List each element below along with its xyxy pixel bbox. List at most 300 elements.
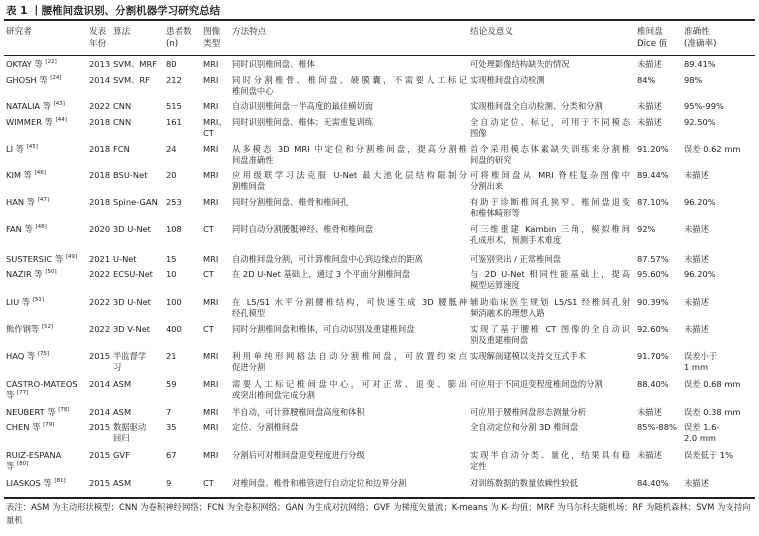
author-cell-line: CHEN 等 [79] bbox=[6, 422, 55, 432]
method-cell bbox=[232, 254, 423, 265]
method-cell bbox=[232, 144, 467, 166]
dice-cell bbox=[637, 117, 662, 128]
algorithm-cell-line: SVM、MRF bbox=[113, 59, 158, 69]
author-cell bbox=[6, 117, 67, 128]
method-cell-line: 同时识别椎间盘、椎体 bbox=[232, 59, 315, 69]
conclusion-cell-line: 全自动定位、标记，可用于不同模态 bbox=[470, 117, 630, 127]
author-cell bbox=[6, 59, 57, 70]
dice-cell-line: 92.60% bbox=[637, 324, 669, 334]
image-type-cell-line: MRI bbox=[203, 379, 219, 389]
conclusion-cell bbox=[470, 407, 586, 418]
patients-cell-line: 67 bbox=[166, 450, 177, 460]
accuracy-cell bbox=[684, 269, 716, 280]
patients-cell-line: 108 bbox=[166, 224, 182, 234]
year-cell-line: 2020 bbox=[89, 224, 111, 234]
patients-cell bbox=[166, 101, 182, 112]
patients-cell bbox=[166, 224, 182, 235]
year-cell-line: 2022 bbox=[89, 297, 111, 307]
header-dice-line2: Dice 值 bbox=[637, 39, 668, 49]
patients-cell-line: 20 bbox=[166, 170, 177, 180]
accuracy-cell bbox=[684, 144, 741, 155]
author-cell bbox=[6, 407, 70, 418]
reference-superscript: [81] bbox=[54, 478, 66, 485]
year-cell bbox=[89, 450, 110, 461]
patients-cell-line: 9 bbox=[166, 478, 172, 488]
algorithm-cell bbox=[113, 450, 130, 461]
conclusion-cell-line: 定性 bbox=[470, 461, 487, 471]
algorithm-cell bbox=[113, 254, 137, 265]
method-cell bbox=[232, 450, 365, 461]
conclusion-cell bbox=[470, 117, 630, 139]
author-cell bbox=[6, 197, 49, 208]
dice-cell-line: 未描述 bbox=[637, 407, 662, 417]
year-cell bbox=[89, 197, 110, 208]
conclusion-cell-line: 实现椎间盘全自动检测、分类和分割 bbox=[470, 101, 603, 111]
image-type-cell-line: MRI bbox=[203, 297, 219, 307]
accuracy-cell-line: 未描述 bbox=[684, 324, 709, 334]
conclusion-cell-line: 可应用于不同退变程度椎间盘的分割 bbox=[470, 379, 603, 389]
algorithm-cell-line: 3D V-Net bbox=[113, 324, 151, 334]
image-type-cell bbox=[203, 75, 218, 86]
method-cell-line: 椎间盘中心 bbox=[232, 86, 274, 96]
reference-superscript: [48] bbox=[35, 224, 47, 231]
algorithm-cell bbox=[113, 297, 151, 308]
author-cell bbox=[6, 170, 46, 181]
accuracy-cell-line: 未描述 bbox=[684, 224, 709, 234]
dice-cell bbox=[637, 324, 669, 335]
year-cell-line: 2022 bbox=[89, 101, 111, 111]
patients-cell-line: 10 bbox=[166, 269, 177, 279]
image-type-cell-line: MRI bbox=[203, 59, 219, 69]
conclusion-cell bbox=[470, 379, 603, 390]
algorithm-cell bbox=[113, 197, 158, 208]
method-cell-line: 从多模态 3D MRI 中定位和分割椎间盘，提高分割椎 bbox=[232, 144, 467, 154]
dice-cell bbox=[637, 197, 669, 208]
image-type-cell-line: MRI bbox=[203, 351, 219, 361]
patients-cell-line: 59 bbox=[166, 379, 177, 389]
patients-cell-line: 253 bbox=[166, 197, 182, 207]
accuracy-cell-line: 误差小于 bbox=[684, 351, 718, 361]
year-cell bbox=[89, 422, 110, 433]
image-type-cell bbox=[203, 144, 218, 155]
header-year-line2: 年份 bbox=[89, 39, 107, 49]
image-type-cell-line: MRI bbox=[203, 75, 219, 85]
dice-cell bbox=[637, 297, 669, 308]
year-cell bbox=[89, 297, 110, 308]
accuracy-cell bbox=[684, 117, 716, 128]
patients-cell bbox=[166, 117, 182, 128]
year-cell-line: 2015 bbox=[89, 422, 111, 432]
reference-superscript: [49] bbox=[65, 254, 78, 261]
accuracy-cell-line: 未描述 bbox=[684, 297, 709, 307]
accuracy-cell bbox=[684, 170, 709, 181]
patients-cell bbox=[166, 324, 182, 335]
algorithm-cell-line: GVF bbox=[113, 450, 130, 460]
method-cell bbox=[232, 75, 467, 97]
image-type-cell-line: CT bbox=[203, 269, 214, 279]
method-cell-line: 或突出椎间盘完成分割 bbox=[232, 390, 315, 400]
conclusion-cell-line: 间盘的研究 bbox=[470, 155, 512, 165]
reference-superscript: [51] bbox=[32, 297, 45, 304]
patients-cell bbox=[166, 351, 177, 362]
conclusion-cell bbox=[470, 75, 545, 86]
image-type-cell-line: MRI bbox=[203, 101, 219, 111]
accuracy-cell-line: 96.20% bbox=[684, 269, 716, 279]
patients-cell bbox=[166, 407, 171, 418]
conclusion-cell bbox=[470, 59, 570, 70]
image-type-cell-line: MRI bbox=[203, 422, 219, 432]
algorithm-cell bbox=[113, 324, 150, 335]
conclusion-cell bbox=[470, 351, 586, 362]
algorithm-cell bbox=[113, 117, 131, 128]
dice-cell bbox=[637, 379, 669, 390]
method-cell-line: 同时分割椎间盘、椎骨和椎间孔 bbox=[232, 197, 349, 207]
image-type-cell-line: MRI bbox=[203, 254, 219, 264]
accuracy-cell-line: 1 mm bbox=[684, 362, 709, 372]
conclusion-cell bbox=[470, 269, 630, 291]
patients-cell-line: 21 bbox=[166, 351, 177, 361]
year-cell-line: 2015 bbox=[89, 450, 111, 460]
patients-cell bbox=[166, 75, 182, 86]
author-cell bbox=[6, 351, 49, 362]
conclusion-cell-line: 有助于诊断椎间孔狭窄、椎间盘退变 bbox=[470, 197, 630, 207]
image-type-cell bbox=[203, 478, 214, 489]
accuracy-cell-line: 误差 1.6- bbox=[684, 422, 720, 432]
conclusion-cell bbox=[470, 170, 630, 192]
patients-cell-line: 15 bbox=[166, 254, 177, 264]
patients-cell bbox=[166, 59, 177, 70]
accuracy-cell-line: 误差 0.62 mm bbox=[684, 144, 741, 154]
author-cell-line: LIU 等 [51] bbox=[6, 297, 45, 307]
accuracy-cell bbox=[684, 59, 716, 70]
image-type-cell bbox=[203, 450, 218, 461]
image-type-cell bbox=[203, 269, 214, 280]
year-cell bbox=[89, 75, 110, 86]
patients-cell-line: 515 bbox=[166, 101, 182, 111]
reference-superscript: [44] bbox=[55, 117, 67, 124]
dice-cell-line: 91.20% bbox=[637, 144, 669, 154]
image-type-cell-line: CT bbox=[203, 324, 214, 334]
accuracy-cell bbox=[684, 254, 709, 265]
algorithm-cell-line: Spine-GAN bbox=[113, 197, 158, 207]
reference-superscript: [75] bbox=[37, 351, 50, 358]
year-cell-line: 2014 bbox=[89, 75, 111, 85]
dice-cell bbox=[637, 422, 677, 433]
image-type-cell-line: MRI bbox=[203, 144, 219, 154]
image-type-cell bbox=[203, 101, 218, 112]
patients-cell bbox=[166, 254, 177, 265]
conclusion-cell-line: 全自动定位和分割 3D 椎间盘 bbox=[470, 422, 579, 432]
year-cell-line: 2018 bbox=[89, 197, 111, 207]
year-cell bbox=[89, 224, 110, 235]
year-cell bbox=[89, 269, 110, 280]
dice-cell bbox=[637, 101, 662, 112]
accuracy-cell bbox=[684, 407, 741, 418]
image-type-cell-line: MRI、 bbox=[203, 117, 227, 127]
algorithm-cell bbox=[113, 224, 151, 235]
conclusion-cell-line: 频消融术的理想入路 bbox=[470, 308, 545, 318]
algorithm-cell bbox=[113, 478, 131, 489]
algorithm-cell-line: 回归 bbox=[113, 433, 130, 443]
reference-superscript: [24] bbox=[50, 75, 62, 82]
conclusion-cell-line: 对训练数据的数量依赖性较低 bbox=[470, 478, 578, 488]
year-cell bbox=[89, 324, 110, 335]
method-cell bbox=[232, 197, 348, 208]
method-cell-line: 同时分割椎间盘和椎体，可自动识别及重建椎间盘 bbox=[232, 324, 415, 334]
year-cell-line: 2015 bbox=[89, 351, 111, 361]
image-type-cell bbox=[203, 254, 218, 265]
image-type-cell-line: MRI bbox=[203, 407, 219, 417]
dice-cell-line: 92% bbox=[637, 224, 656, 234]
method-cell bbox=[232, 478, 406, 489]
method-cell-line: 应用级联学习法克服 U-Net 最大池化层结构限制分 bbox=[232, 170, 467, 180]
accuracy-cell bbox=[684, 450, 733, 461]
image-type-cell bbox=[203, 297, 218, 308]
header-patients-line1: 患者数 bbox=[166, 27, 192, 37]
accuracy-cell bbox=[684, 297, 709, 308]
patients-cell bbox=[166, 450, 177, 461]
dice-cell-line: 84.40% bbox=[637, 478, 669, 488]
conclusion-cell-line: 首个采用模态体素缺失训练来分割椎 bbox=[470, 144, 630, 154]
algorithm-cell-line: ASM bbox=[113, 478, 132, 488]
conclusion-cell-line: 实现椎间盘自动检测 bbox=[470, 75, 545, 85]
conclusion-cell bbox=[470, 197, 630, 219]
year-cell bbox=[89, 407, 110, 418]
conclusion-cell bbox=[470, 450, 630, 472]
accuracy-cell-line: 89.41% bbox=[684, 59, 716, 69]
reference-superscript: [77] bbox=[16, 390, 29, 397]
accuracy-cell-line: 未描述 bbox=[684, 254, 709, 264]
dice-cell bbox=[637, 450, 662, 461]
year-cell bbox=[89, 59, 110, 70]
accuracy-cell-line: 未描述 bbox=[684, 170, 709, 180]
author-cell bbox=[6, 450, 61, 472]
conclusion-cell-line: 孔成形术，预测手术难度 bbox=[470, 235, 562, 245]
author-cell bbox=[6, 297, 44, 308]
conclusion-cell-line: 实现了基于腰椎 CT 图像的全自动识 bbox=[470, 324, 630, 334]
dice-cell-line: 未描述 bbox=[637, 117, 662, 127]
method-cell bbox=[232, 422, 298, 433]
author-cell-line: HAN 等 [47] bbox=[6, 197, 49, 207]
method-cell-line: 分割后可对椎间盘退变程度进行分级 bbox=[232, 450, 365, 460]
method-cell-line: 半自动，可计算腰椎间盘高度和体积 bbox=[232, 407, 365, 417]
conclusion-cell bbox=[470, 422, 578, 433]
patients-cell bbox=[166, 144, 177, 155]
conclusion-cell-line: 可应用于腰椎间盘形态测量分析 bbox=[470, 407, 587, 417]
patients-cell bbox=[166, 197, 182, 208]
image-type-cell bbox=[203, 351, 218, 362]
method-cell bbox=[232, 324, 415, 335]
year-cell-line: 2013 bbox=[89, 59, 111, 69]
dice-cell-line: 91.70% bbox=[637, 351, 669, 361]
patients-cell-line: 400 bbox=[166, 324, 182, 334]
header-image-type-line1: 图像 bbox=[203, 27, 221, 37]
year-cell-line: 2014 bbox=[89, 379, 111, 389]
algorithm-cell bbox=[113, 144, 130, 155]
author-cell bbox=[6, 75, 62, 86]
conclusion-cell-line: 实现半自动分类、量化，结果具有稳 bbox=[470, 450, 630, 460]
accuracy-cell bbox=[684, 379, 741, 390]
author-cell bbox=[6, 101, 65, 112]
year-cell bbox=[89, 144, 110, 155]
bottom-rule bbox=[4, 497, 755, 499]
patients-cell-line: 35 bbox=[166, 422, 177, 432]
year-cell-line: 2022 bbox=[89, 269, 111, 279]
algorithm-cell-line: 半监督学 bbox=[113, 351, 147, 361]
dice-cell bbox=[637, 478, 669, 489]
accuracy-cell-line: 误差 0.68 mm bbox=[684, 379, 741, 389]
conclusion-cell bbox=[470, 297, 630, 319]
accuracy-cell-line: 96.20% bbox=[684, 197, 716, 207]
image-type-cell bbox=[203, 59, 218, 70]
accuracy-cell bbox=[684, 422, 719, 444]
algorithm-cell bbox=[113, 59, 157, 70]
method-cell bbox=[232, 59, 315, 70]
reference-superscript: [79] bbox=[43, 422, 55, 429]
algorithm-cell bbox=[113, 101, 131, 112]
conclusion-cell-line: 图像 bbox=[470, 128, 487, 138]
header-method: 方法特点 bbox=[232, 27, 267, 37]
method-cell bbox=[232, 351, 467, 373]
method-cell bbox=[232, 101, 373, 112]
algorithm-cell-line: U-Net bbox=[113, 254, 137, 264]
dice-cell bbox=[637, 75, 655, 86]
method-cell bbox=[232, 117, 373, 128]
header-accuracy-line1: 准确性 bbox=[684, 27, 710, 37]
conclusion-cell-line: 可三维重建 Kambin 三角，模拟椎间 bbox=[470, 224, 630, 234]
reference-superscript: [78] bbox=[58, 407, 70, 414]
reference-superscript: [47] bbox=[37, 197, 49, 204]
patients-cell-line: 24 bbox=[166, 144, 177, 154]
image-type-cell-line: MRI bbox=[203, 170, 219, 180]
author-cell-line: LIASKOS 等 [81] bbox=[6, 478, 66, 488]
dice-cell-line: 未描述 bbox=[637, 101, 662, 111]
author-cell bbox=[6, 379, 78, 401]
patients-cell bbox=[166, 170, 177, 181]
reference-superscript: [46] bbox=[34, 170, 46, 177]
method-cell-line: 在 L5/S1 水平分割腰椎结构，可快速生成 3D 腰骶神 bbox=[232, 297, 467, 307]
method-cell-line: 利用单纯形网格法自动分割椎间盘，可放置约束点 bbox=[232, 351, 467, 361]
dice-cell-line: 85%-88% bbox=[637, 422, 677, 432]
patients-cell bbox=[166, 297, 182, 308]
header-patients-line2: (n) bbox=[166, 39, 179, 49]
conclusion-cell bbox=[470, 224, 630, 246]
year-cell bbox=[89, 170, 110, 181]
accuracy-cell-line: 98% bbox=[684, 75, 703, 85]
image-type-cell-line: MRI bbox=[203, 197, 219, 207]
method-cell-line: 促进分割 bbox=[232, 362, 266, 372]
algorithm-cell-line: FCN bbox=[113, 144, 130, 154]
patients-cell bbox=[166, 422, 177, 433]
conclusion-cell-line: 可处理影像结构缺失的情况 bbox=[470, 59, 570, 69]
conclusion-cell-line: 与 2D U-Net 相同性能基础上，提高 bbox=[470, 269, 630, 279]
image-type-cell bbox=[203, 379, 218, 390]
algorithm-cell-line: BSU-Net bbox=[113, 170, 148, 180]
author-cell-line: RUIZ-ESPANA bbox=[6, 450, 62, 460]
author-cell-line: NAZIR 等 [50] bbox=[6, 269, 57, 279]
algorithm-cell-line: 3D U-Net bbox=[113, 297, 151, 307]
table-caption: 表 1 丨腰椎间盘识别、分割机器学习研究总结 bbox=[6, 5, 221, 17]
accuracy-cell bbox=[684, 197, 716, 208]
author-cell-line: HAQ 等 [75] bbox=[6, 351, 50, 361]
dice-cell-line: 89.44% bbox=[637, 170, 669, 180]
algorithm-cell-line: CNN bbox=[113, 117, 132, 127]
year-cell-line: 2018 bbox=[89, 117, 111, 127]
accuracy-cell bbox=[684, 101, 724, 112]
method-cell bbox=[232, 224, 373, 235]
dice-cell-line: 87.10% bbox=[637, 197, 669, 207]
method-cell bbox=[232, 170, 467, 192]
image-type-cell bbox=[203, 422, 218, 433]
author-cell-line: NEUBERT 等 [78] bbox=[6, 407, 70, 417]
algorithm-cell bbox=[113, 75, 150, 86]
author-cell bbox=[6, 269, 57, 280]
header-image-type-line2: 类型 bbox=[203, 39, 221, 49]
accuracy-cell-line: 92.50% bbox=[684, 117, 716, 127]
image-type-cell-line: CT bbox=[203, 224, 214, 234]
author-cell-line: SUSTERSIC 等 [49] bbox=[6, 254, 78, 264]
year-cell-line: 2014 bbox=[89, 407, 111, 417]
algorithm-cell-line: 数据驱动 bbox=[113, 422, 147, 432]
method-cell-line: 对椎间盘、椎骨和椎管进行自动定位和边界分割 bbox=[232, 478, 407, 488]
method-cell-line: 自动识别椎间盘一半高度的最佳横切面 bbox=[232, 101, 374, 111]
image-type-cell-line: CT bbox=[203, 128, 214, 138]
dice-cell-line: 未描述 bbox=[637, 450, 662, 460]
header-algorithm: 算法 bbox=[113, 27, 131, 37]
year-cell-line: 2018 bbox=[89, 170, 111, 180]
author-cell bbox=[6, 324, 53, 335]
dice-cell-line: 88.40% bbox=[637, 379, 669, 389]
author-cell bbox=[6, 422, 54, 433]
dice-cell bbox=[637, 351, 669, 362]
author-cell-line: 熊作钢等 [52] bbox=[6, 324, 54, 334]
accuracy-cell-line: 误差 0.38 mm bbox=[684, 407, 741, 417]
author-cell-line: KIM 等 [46] bbox=[6, 170, 46, 180]
year-cell bbox=[89, 117, 110, 128]
conclusion-cell-line: 可鉴别突出 / 正常椎间盘 bbox=[470, 254, 562, 264]
table-footnote: 表注：ASM 为主动形状模型；CNN 为卷积神经网络；FCN 为全卷积网络；GAN 为生成对抗网络；GVF 为梯度矢量流；K-means 为 K- 均值；MRF 为马尔科夫随机场；RF 为随机森林；SVM 为支持向量机 bbox=[6, 502, 751, 525]
year-cell-line: 2018 bbox=[89, 144, 111, 154]
author-cell-line: GHOSH 等 [24] bbox=[6, 75, 62, 85]
author-cell bbox=[6, 224, 47, 235]
image-type-cell bbox=[203, 224, 214, 235]
accuracy-cell-line: 误差低于 1% bbox=[684, 450, 733, 460]
patients-cell-line: 7 bbox=[166, 407, 172, 417]
accuracy-cell bbox=[684, 75, 702, 86]
algorithm-cell-line: 3D U-Net bbox=[113, 224, 151, 234]
patients-cell-line: 212 bbox=[166, 75, 182, 85]
header-rule bbox=[4, 55, 755, 56]
conclusion-cell bbox=[470, 144, 630, 166]
author-cell-line: WIMMER 等 [44] bbox=[6, 117, 67, 127]
reference-superscript: [43] bbox=[53, 101, 65, 108]
top-rule bbox=[4, 19, 755, 21]
dice-cell bbox=[637, 407, 662, 418]
algorithm-cell bbox=[113, 407, 131, 418]
image-type-cell bbox=[203, 170, 218, 181]
dice-cell bbox=[637, 254, 669, 265]
accuracy-cell bbox=[684, 478, 709, 489]
author-cell bbox=[6, 478, 66, 489]
year-cell-line: 2015 bbox=[89, 478, 111, 488]
author-cell-line: CASTRO-MATEOS bbox=[6, 379, 78, 389]
method-cell bbox=[232, 297, 467, 319]
method-cell-line: 在 2D U-Net 基础上，通过 3 个平面分割椎间盘 bbox=[232, 269, 411, 279]
year-cell-line: 2022 bbox=[89, 324, 111, 334]
image-type-cell bbox=[203, 407, 218, 418]
patients-cell-line: 100 bbox=[166, 297, 182, 307]
method-cell bbox=[232, 379, 467, 401]
